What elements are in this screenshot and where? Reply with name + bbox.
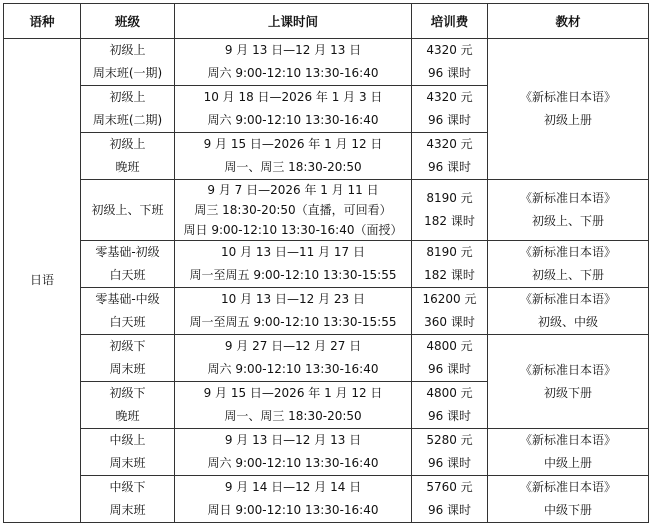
fee-cell: 5280 元 96 课时 (412, 429, 488, 476)
header-language: 语种 (4, 4, 81, 39)
time-cell: 9 月 13 日—12 月 13 日 周六 9:00-12:10 13:30-16:40 (175, 429, 412, 476)
table-row (4, 180, 649, 241)
time-cell: 9 月 27 日—12 月 27 日 周六 9:00-12:10 13:30-16:40 (175, 335, 412, 382)
time-cell: 10 月 13 日—11 月 17 日 周一至周五 9:00-12:10 13:30-15:55 (175, 241, 412, 288)
fee-cell: 4320 元 96 课时 (412, 86, 488, 133)
table-row (4, 335, 649, 382)
textbook-cell: 《新标准日本语》 初级下册 (488, 335, 649, 429)
class-cell: 零基础-中级 白天班 (81, 288, 175, 335)
fee-cell: 5760 元 96 课时 (412, 476, 488, 523)
fee-cell: 4320 元 96 课时 (412, 133, 488, 180)
header-row (4, 4, 649, 39)
fee-cell: 8190 元 182 课时 (412, 180, 488, 241)
table-row (4, 241, 649, 288)
class-cell: 初级上、下班 (81, 180, 175, 241)
textbook-cell: 《新标准日本语》 初级、中级 (488, 288, 649, 335)
textbook-cell: 《新标准日本语》 初级上册 (488, 39, 649, 180)
textbook-cell: 《新标准日本语》 初级上、下册 (488, 241, 649, 288)
time-cell: 9 月 7 日—2026 年 1 月 11 日 周三 18:30-20:50（直播，可回看） 周日 9:00-12:10 13:30-16:40（面授） (175, 180, 412, 241)
course-schedule-table (3, 3, 649, 523)
time-cell: 10 月 18 日—2026 年 1 月 3 日 周六 9:00-12:10 13:30-16:40 (175, 86, 412, 133)
time-cell: 10 月 13 日—12 月 23 日 周一至周五 9:00-12:10 13:30-15:55 (175, 288, 412, 335)
class-cell: 初级下 晚班 (81, 382, 175, 429)
header-time: 上课时间 (175, 4, 412, 39)
table-row (4, 429, 649, 476)
textbook-cell: 《新标准日本语》 初级上、下册 (488, 180, 649, 241)
time-cell: 9 月 13 日—12 月 13 日 周六 9:00-12:10 13:30-16:40 (175, 39, 412, 86)
header-textbook: 教材 (488, 4, 649, 39)
table-row (4, 39, 649, 86)
fee-cell: 8190 元 182 课时 (412, 241, 488, 288)
class-cell: 初级上 晚班 (81, 133, 175, 180)
time-cell: 9 月 14 日—12 月 14 日 周日 9:00-12:10 13:30-16:40 (175, 476, 412, 523)
fee-cell: 4800 元 96 课时 (412, 335, 488, 382)
table-row (4, 288, 649, 335)
class-cell: 中级下 周末班 (81, 476, 175, 523)
fee-cell: 4800 元 96 课时 (412, 382, 488, 429)
fee-cell: 16200 元 360 课时 (412, 288, 488, 335)
class-cell: 中级上 周末班 (81, 429, 175, 476)
class-cell: 初级下 周末班 (81, 335, 175, 382)
time-cell: 9 月 15 日—2026 年 1 月 12 日 周一、周三 18:30-20:50 (175, 382, 412, 429)
textbook-cell: 《新标准日本语》 中级上册 (488, 429, 649, 476)
table-row (4, 476, 649, 523)
class-cell: 零基础-初级 白天班 (81, 241, 175, 288)
class-cell: 初级上 周末班(二期) (81, 86, 175, 133)
class-cell: 初级上 周末班(一期) (81, 39, 175, 86)
header-fee: 培训费 (412, 4, 488, 39)
textbook-cell: 《新标准日本语》 中级下册 (488, 476, 649, 523)
fee-cell: 4320 元 96 课时 (412, 39, 488, 86)
language-cell: 日语 (4, 39, 81, 523)
header-class: 班级 (81, 4, 175, 39)
time-cell: 9 月 15 日—2026 年 1 月 12 日 周一、周三 18:30-20:50 (175, 133, 412, 180)
